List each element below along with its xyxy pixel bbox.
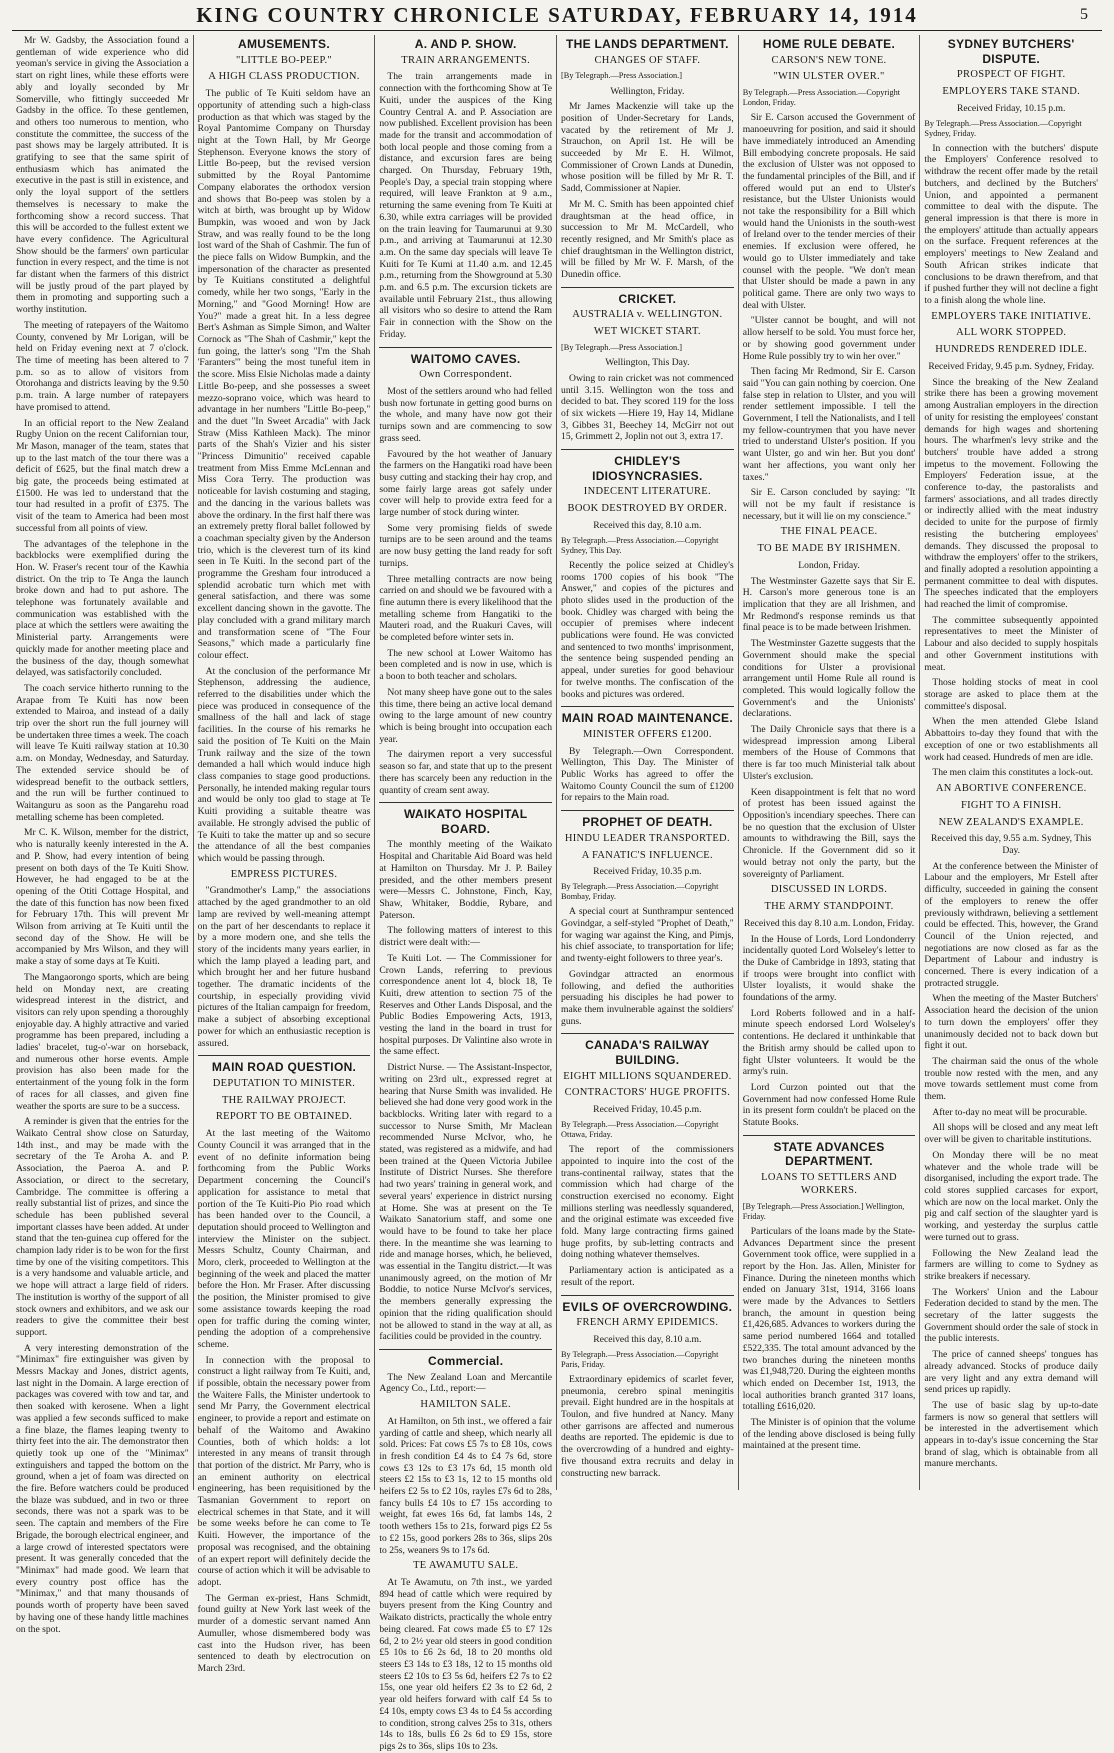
article-byline: By Telegraph.—Press Association.—Copyright Sydney, This Day.	[561, 535, 719, 555]
article-paragraph: The Workers' Union and the Labour Federation decided to stand by the men. The secretary of the latter suggests the Government should order the sale of stock in the public interests.	[924, 1286, 1099, 1345]
article-columns	[12, 35, 1102, 1752]
article-paragraph: Owing to rain cricket was not commenced until 3.15. Wellington won the toss and decided to bat. They scored 119 for the loss of six wickets —Hiere 19, Hay 14, Midlane 3, Gibbes 31, Beechey 14, McGirr not out 15, Grimmett 2, Joplin not out 3, extra 17.	[561, 372, 734, 443]
article-paragraph: Extraordinary epidemics of scarlet fever, pneumonia, cerebro spinal meningitis prevail. Eight hundred are in the hospitals at Toulon, and five hundred at Nancy. Many other garrisons are affected and numerous deaths are reported. The epidemic is due to the overcrowding of a hundred and eighty-five thousand extra recruits and delay in constructing new barrack.	[561, 1373, 734, 1479]
article-byline: By Telegraph.—Press Association.—Copyright Sydney, Friday.	[924, 118, 1082, 138]
article-headline: EVILS OF OVERCROWDING.	[561, 1295, 734, 1315]
article-subheading: THE ARMY STANDPOINT.	[764, 901, 894, 913]
article-paragraph: The advantages of the telephone in the backblocks were exemplified during the Hon. W. Fraser's recent tour of the Kawhia district. On the trip to Te Anga the launch broke down and had to put ashore. The telephone was fortunately available and communication was established with the place at which the settlers were awaiting the Ministerial party. Arrangements were quickly made for another meeting place and the business of the day, though somewhat delayed, was satisfactorily concluded.	[16, 538, 189, 679]
article-dateline: Received Friday, 10.15 p.m.	[957, 102, 1066, 114]
article-paragraph: In connection with the butchers' dispute the Employers' Conference resolved to withdraw the recent offer made by the retail butchers, and declined by the Butchers' Union, and appointed a permanent committee to deal with the dispute. The general impression is that there is more in the employers' attitude than actually appears on the surface. Frequent references at the employers' meetings to New Zealand and South African strikes indicate that conclusions to be drawn therefrom, and that if pushed further they will not decline a fight to a finish along the whole line.	[924, 142, 1099, 306]
article-byline: By Telegraph.—Press Association.—Copyright Ottawa, Friday.	[561, 1119, 719, 1139]
article-paragraph: Favoured by the hot weather of January the farmers on the Hangatiki road have been busy cutting and stacking their hay crop, and some fairly large areas got safely under cover will help to provide extra feed for a large number of stock during winter.	[379, 448, 553, 519]
article-paragraph: Since the breaking of the New Zealand strike there has been a growing movement among Australian employers in the direction of unity for resisting the employees' constant demands for high wages and shortening hours. The wharfmen's levy strike and the butchers' trouble have added a strong impetus to the movement. Following the Employers' Federation issue, at the conference to-day, the pastoralists and farmers' associations, and all trades directly or indirectly allied with the meat industry decided to unite for the purpose of firmly resisting the butchering employees' demands. They discussed the proposal to withdraw the employers' offer to the strikers, and finally adopted a resolution appointing a permanent committee to deal with disputes. The speeches indicated that the employers had reached the limit of compromise.	[924, 376, 1099, 611]
article-paragraph: Those holding stocks of meat in cool storage are asked to place them at the committee's disposal.	[924, 677, 1099, 712]
article-paragraph: "Grandmother's Lamp," the associations attached by the aged grandmother to an old lamp are revived by well-meaning attempt on the part of her descendants to replace it by a more modern one, and she tells the story of the incidents many years earlier, in which the lamp played a leading part, and which brought her and her future husband together. The dramatic incidents of the courtship, in especially providing vivid pictures of the Italian campaign for freedom, make a subject of absorbing exceptional power for which an enthusiastic reception is assured.	[197, 885, 371, 1049]
article-paragraph: Sir E. Carson concluded by saying: "It will not be my fault if resistance is necessary, but it will lie on my conscience."	[742, 487, 916, 522]
article-dateline: Wellington, This Day.	[605, 357, 690, 369]
article-paragraph: Recently the police seized at Chidley's rooms 1700 copies of his book "The Answer," and copies of the pictures and photo slides used in the production of the book. Chidley was charged with being the occupier of premises where indecent publications were found. He was convicted and sentenced to two months' imprisonment, the sentence being suspended pending an appeal, under sureties for good behaviour for twelve months. The confiscation of the books and pictures was ordered.	[561, 559, 734, 700]
article-paragraph: Mr W. Gadsby, the Association found a gentleman of wide experience who did yeoman's service in giving the Association a start on right lines, while these efforts were ably and loyally seconded by Mr Somerville, who fittingly succeeded Mr Gadsby in the office. To these gentlemen, and others too numerous to mention, who constitute the committee, the success of the past shows may be largely attributed. It is gratifying to see that the same spirit of enthusiasm which has animated the executive in the past is still in existence, and only the loyal support of the settlers themselves is necessary to make the forthcoming show a record success. That this will be accorded to the fullest extent we have every confidence. The Agricultural Show should be the farmers' own particular function in every respect, and the time is not far distant when the farmers of this district will be justly proud of the part played by them in promoting and supporting such a worthy institution.	[16, 35, 189, 316]
article-subheading: DISCUSSED IN LORDS.	[770, 884, 888, 896]
article-subheading: WET WICKET START.	[593, 326, 701, 338]
article-subheading: Own Correspondent.	[419, 369, 513, 381]
article-byline: By Telegraph.—Press Association.—Copyright Paris, Friday.	[561, 1349, 719, 1369]
article-subheading: PROSPECT OF FIGHT.	[956, 69, 1066, 81]
article-subheading: EMPRESS PICTURES.	[230, 868, 338, 880]
column-4	[557, 35, 739, 1490]
article-paragraph: The price of canned sheeps' tongues has already advanced. Stocks of produce daily are very light and any extra demand will send prices up rapidly.	[924, 1349, 1099, 1396]
article-subheading: THE FINAL PEACE.	[780, 526, 878, 538]
article-paragraph: Sir E. Carson accused the Government of manoeuvring for position, and said it should have immediately introduced an Amending Bill embodying concrete proposals. He said the exclusion of Ulster was not opposed to the fundamental principles of the Bill, and if offered would put an end to Ulster's resistance, but the Ulster Unionists would not take the responsibility for a Bill which would hand the Unionists in the south-west of Ireland over to the tender mercies of their enemies. If exclusion were offered, he would go to Ulster immediately and take counsel with the people. "We don't mean that Ulster should be made a pawn in any political game. There are only two ways to deal with Ulster.	[742, 112, 916, 311]
article-subheading: BOOK DESTROYED BY ORDER.	[567, 503, 728, 515]
article-paragraph: The committee subsequently appointed representatives to meet the Minister of Labour and also decided to supply hospitals and other Government institutions with meat.	[924, 614, 1099, 673]
article-paragraph: At Hamilton, on 5th inst., we offered a fair yarding of cattle and sheep, which nearly all sold. Prices: Fat cows £5 7s to £8 10s, cows in fresh condition £4 4s to £4 7s 6d, store cows £3 12s to £3 17s 6d, 15 month old steers £2 15s to £3 1s, 12 to 15 months old heifers £2 5s to £2 10s, rayles £7s 6d to 28s, fancy bulls £4 10s to £7 15s according to weight, fat ewes 16s 6d, fat lambs 14s, 2 tooth wethers 15s to 21s, forward pigs £2 5s to £2 15s, good porkers 28s to 36s, slips 20s to 25s, weaners 9s to 17s 6d.	[379, 1415, 553, 1556]
article-subheading: A FANATIC'S INFLUENCE.	[581, 849, 713, 861]
article-paragraph: The meeting of ratepayers of the Waitomo County, convened by Mr Lorigan, will be held on Friday evening next at 7 o'clock. The time of meeting has been altered to 7 p.m. so as to allow of visitors from Otorohanga and districts leaving by the 9.50 p.m. train. A large number of ratepayers have promised to attend.	[16, 319, 189, 413]
article-subheading: A HIGH CLASS PRODUCTION.	[208, 71, 360, 83]
column-5	[739, 35, 921, 1490]
article-headline: HOME RULE DEBATE.	[762, 37, 896, 51]
article-paragraph: A special court at Sunthrampur sentenced Govindgar, a self-styled "Prophet of Death," for waging war against the King, and Pimjs, his chief associate, to transportation for life; and twenty-eight followers to three year's.	[561, 906, 734, 965]
article-paragraph: Te Kuiti Lot. — The Commissioner for Crown Lands, referring to previous correspondence anent lot 4, block 18, Te Kuiti, drew attention to section 75 of the Reserves and Other Lands Disposal, and the Public Bodies Empowering Acts, 1913, vesting the land in the board in trust for hospital purposes. Dr Valintine also wrote in the same effect.	[379, 952, 553, 1058]
article-paragraph: In an official report to the New Zealand Rugby Union on the recent Californian tour, Mr Mason, manager of the team, states that up to the last match of the tour there was a deficit of £625, but the final match drew a big gate, the proceeds being estimated at £1500. He was led to understand that the tour had resulted in a profit of £375. The visit of the team to America had been most successful from all points of view.	[16, 417, 189, 534]
article-subheading: FRENCH ARMY EPIDEMICS.	[576, 1317, 719, 1329]
article-paragraph: The Daily Chronicle says that there is a widespread impression among Liberal members of the House of Commons that there is far too much Ministerial talk about Ulster's exclusion.	[742, 724, 916, 782]
article-headline: CANADA'S RAILWAY BUILDING.	[561, 1033, 734, 1067]
article-dateline: Received this day, 8.10 a.m.	[593, 1333, 702, 1345]
article-paragraph: Three metalling contracts are now being carried on and should we be favoured with a fine autumn there is every likelihood that the metalling scheme from Hangatiki to the Mauteri road, and the Ruakuri Caves, will be completed before winter sets in.	[379, 573, 553, 644]
article-paragraph: At Te Awamutu, on 7th inst., we yarded 894 head of cattle which were required by buyers present from the King Country and Waikato districts, practically the whole entry being cleared. Fat cows made £5 to £7 12s 6d, 2 to 2½ year old steers in good condition £5 10s to £6 2s 6d, 18 to 20 months old steers £3 14s to £3 18s, 12 to 15 months old steers £2 10s to £3 5s 6d, heifers £2 7s to £2 15s, one year old heifers £2 3s to £2 6d, 2 year old heifers forward with calf £4 5s to £4 10s, empty cows £3 4s to £4 5s according to condition, strong calves 25s to 31s, others 14s to 18s, bulls £6 2s 6d to £9 15s, store pigs 2s to 36s, slips 10s to 23s.	[379, 1577, 553, 1752]
article-paragraph: Particulars of the loans made by the State-Advances Department since the present Government took office, were supplied in a report by the Hon. Jas. Allen, Minister for Finance. During the nineteen months which ended on January 31st, 1914, 3166 loans were made by the Advances to Settlers branch, the amount in question being £1,426,685. Advances to workers during the same period numbered 1664 and totalled £522,335. The total amount advanced by the two branches during the nineteen months was £1,948,720. During the eighteen months which ended on December 1st, 1913, the local authorities branch granted 317 loans, totalling £616,020.	[742, 1225, 916, 1413]
article-paragraph: When the meeting of the Master Butchers' Association heard the decision of the union to turn down the employers' offer they unanimously decided not to back down but fight it out.	[924, 993, 1099, 1052]
article-paragraph: The Mangaorongo sports, which are being held on Monday next, are creating widespread interest in the district, and visitors can rely upon spending a thoroughly enjoyable day. A highly attractive and varied programme has been prepared, including a ladies' bracelet, tug-o'-war on horseback, and numerous other horse events. Ample provision has also been made for the entertainment of the young folk in the form of races for all classes, and given fine weather the sports are sure to be a success.	[16, 971, 189, 1112]
article-paragraph: Some very promising fields of swede turnips are to be seen around and the teams are now busy getting the land ready for soft turnips.	[379, 522, 553, 569]
article-paragraph: When the men attended Glebe Island Abbattoirs to-day they found that with the exception of one or two establishments all work had ceased. Hundreds of men are idle.	[924, 716, 1099, 763]
article-dateline: Received this day, 8.10 a.m.	[593, 519, 702, 531]
article-paragraph: Most of the settlers around who had felled bush now fortunate in getting good burns on the whole, and many have now got their turnips sown and are commencing to sow grass seed.	[379, 386, 553, 444]
masthead	[12, 0, 1102, 31]
article-paragraph: Mr James Mackenzie will take up the position of Under-Secretary for Lands, vacated by the retirement of Mr J. Strauchon, on April 1st. He will be succeeded by Mr E. H. Wilmot, Commissioner of Crown Lands at Dunedin, whose position will be filled by Mr R. T. Sadd, Commissioner at Napier.	[561, 101, 734, 195]
article-subheading: TRAIN ARRANGEMENTS.	[401, 54, 531, 66]
article-paragraph: Following the New Zealand lead the farmers are willing to come to Sydney as strike breakers if necessary.	[924, 1247, 1099, 1282]
article-subheading: "WIN ULSTER OVER."	[773, 71, 885, 83]
article-subheading: AUSTRALIA v. WELLINGTON.	[572, 309, 723, 321]
article-dateline: Received this day, 9.55 a.m. Sydney, This Day.	[931, 833, 1092, 856]
article-byline: [By Telegraph.—Press Association.] Wellington, Friday.	[742, 1201, 905, 1221]
article-paragraph: The monthly meeting of the Waikato Hospital and Charitable Aid Board was held at Hamilton on Thursday. Mr J. P. Bailey presided, and the other members present were—Messrs C. Johnstone, Finch, Kay, Shaw, Whitaker, Boddie, Rybare, and Paterson.	[379, 839, 553, 921]
article-subheading: "LITTLE BO-PEEP."	[236, 54, 332, 66]
article-byline: [By Telegraph.—Press Association.]	[561, 71, 682, 81]
article-subheading: CHANGES OF STAFF.	[594, 54, 701, 66]
article-byline: By Telegraph.—Press Association.—Copyright London, Friday.	[742, 88, 901, 108]
article-headline: PROPHET OF DEATH.	[561, 810, 734, 830]
article-paragraph: Parliamentary action is anticipated as a result of the report.	[561, 1265, 734, 1288]
article-subheading: HINDU LEADER TRANSPORTED.	[564, 832, 730, 844]
article-paragraph: On Monday there will be no meat whatever and the whole trade will be disorganised, including the export trade. The cold stores supplied carcases for export, which are now on the local market. Only the pig and calf section of the slaughter yard is working, and yesterday the surplus cattle were turned out to grass.	[924, 1149, 1099, 1243]
article-paragraph: After to-day no meat will be procurable.	[932, 1106, 1088, 1118]
article-paragraph: In the House of Lords, Lord Londonderry incidentally quoted Lord Wolseley's letter to the Duke of Cambridge in 1893, stating that if troops were brought into conflict with Ulster loyalists, it would shake the foundations of the army.	[742, 933, 916, 1004]
article-subheading: TE AWAMUTU SALE.	[413, 1560, 519, 1572]
article-paragraph: The report of the commissioners appointed to inquire into the cost of the trans-continental railway, states that the commission which had charge of the construction exercised no economy. Eight millions sterling was needlessly squandered, and the original estimate was exceeded five fold. Many large contracting firms gained huge profits, by sub-letting contracts and doing nothing whatever themselves.	[561, 1144, 734, 1261]
article-paragraph: The coach service hitherto running to the Arapae from Te Kuiti has now been extended to Mairoa, and instead of a daily trip over the short run the full journey will be undertaken three times a week. The coach will leave Te Kuiti railway station at 10.30 a.m. on Monday, Wednesday, and Saturday. The extended service should be of widespread benefit to the outback settlers, and the run will be further continued to Waitanguru as soon as the Pangarehu road metalling scheme has been completed.	[16, 682, 189, 823]
article-paragraph: The men claim this constitutes a lock-out.	[932, 767, 1094, 779]
article-paragraph: The dairymen report a very successful season so far, and state that up to the present there has scarcely been any reduction in the quantity of cream sent away.	[379, 749, 553, 796]
page-number: 5	[1080, 6, 1088, 23]
article-paragraph: A very interesting demonstration of the "Minimax" fire extinguisher was given by Messrs Mackay and Jones, district agents, last night in the Domain. A large erection of packages was covered with tow and tar, and then soaked with kerosene. When a light was applied a few seconds sufficed to make a fine blaze, the flames leaping twenty to thirty feet into the air. The demonstrator then quietly took up one of the "Minimax" extinguishers and tapped the bottom on the ground, when a jet of foam was directed on the fire. Before watchers could be produced the blaze was subdued, and in two or three seconds, there was not a spark was to be seen. The captain and members of the Fire Brigade, the borough electrical engineer, and a large crowd of interested spectators were present. It was generally conceded that the "Minimax" had made good. We learn that every country post office has the "Minimax," and that many thousands of pounds worth of property have been saved by having one of these handy little machines on the spot.	[16, 1342, 189, 1635]
column-3	[375, 35, 557, 1752]
article-paragraph: Keen disappointment is felt that no word of protest has been issued against the Opposition's incendiary speeches. There can be no question that the exclusion of Ulster amounts to withdrawing the Bill, says the Chronicle. If the Government did so it would betray not only the party, but the sovereignty of Parliament.	[742, 786, 916, 880]
article-dateline: Received Friday, 9.45 p.m. Sydney, Friday.	[928, 361, 1095, 372]
article-paragraph: The New Zealand Loan and Mercantile Agency Co., Ltd., report:—	[379, 1371, 553, 1395]
article-subheading: HAMILTON SALE.	[420, 1399, 511, 1411]
article-headline: MAIN ROAD QUESTION.	[198, 1055, 371, 1075]
article-subheading: TO BE MADE BY IRISHMEN.	[757, 543, 901, 555]
article-subheading: THE RAILWAY PROJECT.	[221, 1094, 347, 1106]
article-headline: CRICKET.	[561, 287, 734, 307]
article-paragraph: Govindgar attracted an enormous following, and defied the authorities persuading his disciples he had power to make them invulnerable against the soldiers' guns.	[561, 968, 734, 1027]
article-paragraph: Not many sheep have gone out to the sales this time, there being an active local demand owing to the large amount of new country which is being brought into occupation each year.	[379, 686, 553, 745]
article-paragraph: Then facing Mr Redmond, Sir E. Carson said "You can gain nothing by coercion. One false step in relation to Ulster, and you will render settlement impossible. I tell the Government, I tell the Nationalists, and I tell my fellow-countrymen that you have never tried to understand Ulster's position. If you want Ulster, go and win her. But you dont' want her affections, you want only her taxes."	[742, 366, 916, 483]
article-subheading: EMPLOYERS TAKE INITIATIVE.	[931, 310, 1092, 322]
article-headline: STATE ADVANCES DEPARTMENT.	[743, 1135, 916, 1169]
article-subheading: ALL WORK STOPPED.	[956, 327, 1067, 339]
article-paragraph: The Westminster Gazette suggests that the Government should make the special conditions for Ulster a provisional arrangement until Home Rule all round is completed. This would logically follow the Government's and the Unionists' declarations.	[742, 638, 916, 720]
article-paragraph: The Minister is of opinion that the volume of the lending above disclosed is being fully maintained at the present time.	[742, 1417, 916, 1452]
article-paragraph: The new school at Lower Waitomo has been completed and is now in use, which is a boon to both teacher and scholars.	[379, 647, 553, 683]
article-paragraph: All shops will be closed and any meat left over will be given to charitable institutions.	[924, 1122, 1099, 1146]
article-paragraph: Mr C. K. Wilson, member for the district, who is naturally keenly interested in the A. and P. Show, had every intention of being present on both days of the Te Kuiti Show. However, he had engaged to be at the opening of the Otiti Cottage Hospital, and the date of this function has now been fixed for February 17th. This will prevent Mr Wilson from arriving at Te Kuiti until the second day of the Show. He will be accompanied by Mrs Wilson, and they will make a stay of some days at Te Kuiti.	[16, 827, 189, 968]
article-paragraph: Mr M. C. Smith has been appointed chief draughtsman at the head office, in succession to Mr M. McCardell, who recently resigned, and Mr Smith's place as chief draughtsman in the Wellington district, will be filled by Mr W. F. Marsh, of the Dunedin office.	[561, 198, 734, 281]
article-subheading: DEPUTATION TO MINISTER.	[212, 1077, 356, 1089]
article-subheading: INDECENT LITERATURE.	[583, 486, 711, 498]
article-headline: Commercial.	[379, 1349, 552, 1369]
article-dateline: Received Friday, 10.45 p.m.	[593, 1104, 702, 1116]
article-paragraph: The train arrangements made in connection with the forthcoming Show at Te Kuiti, under the auspices of the King Country Central A. and P. Association are now published. Excellent provision has been made for the transit and accommodation of both local people and those coming from a distance, and excursion fares are being charged. On Thursday, February 19th, People's Day, a special train stopping where required, will leave Frankton at 9 a.m., returning the same evening from Te Kuiti at 6.30, while extra carriages will be provided on the train leaving for Taumarunui at 9.30 p.m., and arriving at Taumarunui at 12.30 a.m. On the same day specials will leave Te Kuiti for Te Kumi at 11.40 a.m. and 12.45 p.m., returning from the Showground at 5.30 p.m. and 6.5 p.m. The excursion tickets are available until February 21st., thus allowing all visitors who so desire to attend the Ram Fair in connection with the Show on the Friday.	[379, 71, 553, 340]
article-byline: [By Telegraph.—Press Association.]	[561, 343, 682, 352]
article-paragraph: District Nurse. — The Assistant-Inspector, writing on 23rd ult., expressed regret at hearing that Nurse Smith was invalided. He believed she had done very good work in the backblocks. Writing later with regard to a successor to Nurse Smith, Mr Maclean recommended Nurse McIvor, who, he stated, was registered as a midwife, and had been trained at the Queen Victoria Jubilee Institute of District Nurses. She therefore had two years' training in general work, and several years' experience in district nursing at Home. She was at present on the Te Waikato Sanatorium staff, and some one would have to be found to take her place there. In the meantime she was learning to ride and manage horses, which, he believed, was essential in the Tangitu district.—It was unanimously agreed, on the motion of Mr Boddie, to notice Nurse McIvor's services, the members generally expressing the opinion that the riding qualification should not be allowed to stand in the way at all, as facilities could be provided in the country.	[379, 1062, 553, 1343]
article-paragraph: The use of basic slag by up-to-date farmers is now so general that settlers will be interested in the advertisement which appears in to-day's issue concerning the Star brand of slag, which is obtainable from all manure merchants.	[924, 1399, 1099, 1470]
column-6	[920, 35, 1102, 1490]
article-headline: AMUSEMENTS.	[238, 37, 330, 51]
article-dateline: Received this day 8.10 a.m. London, Friday.	[743, 917, 915, 929]
article-paragraph: A reminder is given that the entries for the Waikato Central show close on Saturday, 14th inst., and may be made with the secretary of the Te Aroha A. and P. Association, the Paeroa A. and P. Association, or direct to the secretary, Cambridge. The committee is offering a really substantial list of prizes, and since the schedule has been published several important classes have been added. At under stand that the ten-guinea cup offered for the champion lady rider is to be won for the first time by one of the visiting competitors. This is a very handsome and valuable article, and we hope will attract a large field of riders. The institution is worthy of the support of all stock owners and exhibitors, and we ask our readers to give the committee their best support.	[16, 1116, 189, 1338]
article-headline: A. AND P. SHOW.	[414, 37, 517, 51]
article-subheading: MINISTER OFFERS £1200.	[582, 728, 712, 740]
article-paragraph: The chairman said the onus of the whole trouble now rested with the men, and any move towards settlement must come from them.	[924, 1055, 1099, 1103]
article-headline: WAIKATO HOSPITAL BOARD.	[379, 802, 552, 836]
article-paragraph: Lord Curzon pointed out that the Government had now confessed Home Rule in its present form couldn't be placed on the Statute Books.	[742, 1081, 916, 1129]
article-paragraph: The Westminster Gazette says that Sir E. H. Carson's more generous tone is an implication that they are all Irishmen, and Mr Redmond's response reminds us that final peace is to be made between Irishmen.	[742, 575, 916, 634]
article-subheading: EIGHT MILLIONS SQUANDERED.	[563, 1070, 732, 1082]
column-2	[194, 35, 376, 1674]
article-dateline: London, Friday.	[798, 559, 860, 571]
article-headline: WAITOMO CAVES.	[379, 347, 552, 367]
article-subheading: EMPLOYERS TAKE STAND.	[942, 86, 1081, 98]
article-subheading: HUNDREDS RENDERED IDLE.	[935, 344, 1088, 356]
article-subheading: AN ABORTIVE CONFERENCE.	[935, 782, 1087, 794]
article-paragraph: At the conference between the Minister of Labour and the employers, Mr Estell after difficulty, succeeded in gaining the consent of the employers to renew the offer previously withdrawn, believing a settlement could be effected. This, however, the Grand Council of the Union rejected, and negotiations are now closed as far as the Department of Labour and industry is concerned. There is every indication of a protracted struggle.	[924, 860, 1099, 989]
newspaper-title: KING COUNTRY CHRONICLE SATURDAY, FEBRUARY 14, 1914	[196, 2, 918, 27]
article-headline: SYDNEY BUTCHERS' DISPUTE.	[947, 37, 1075, 66]
article-subheading: REPORT TO BE OBTAINED.	[215, 1111, 353, 1123]
article-paragraph: In connection with the proposal to construct a light railway from Te Kuiti, and, if possible, obtain the necessary power from the Waitere Falls, the Minister undertook to send Mr Parry, the Government electrical engineer, to provide a report and estimate on behalf of the Waitomo and Awakino Counties, both of which holds: a lot interested in any means of transit through that portion of the district. Mr Parry, who is an eminent authority on electrical engineering, has been requisitioned by the Tasmanian Government to report on electrical schemes in that State, and it will be some weeks before he can come to Te Kuiti. However, the importance of the proposal was recognised, and the obtaining of an expert report will definitely decide the course of action which it will be advisable to adopt.	[197, 1354, 371, 1588]
article-headline: CHIDLEY'S IDIOSYNCRASIES.	[561, 449, 734, 483]
column-1	[12, 35, 194, 1635]
article-paragraph: Lord Roberts followed and in a half-minute speech endorsed Lord Wolseley's contentions. He declared it unthinkable that the British army should be called upon to fight Ulster volunteers. It would be the army's ruin.	[742, 1007, 916, 1078]
article-subheading: CARSON'S NEW TONE.	[771, 54, 887, 66]
article-paragraph: The following matters of interest to this district were dealt with:—	[379, 925, 553, 949]
article-headline: THE LANDS DEPARTMENT.	[565, 37, 729, 51]
article-paragraph: The German ex-priest, Hans Schmidt, found guilty at New York last week of the murder of a domestic servant named Ann Aumuller, whose dismembered body was cast into the Hudson river, has been sentenced to death by electrocution on March 23rd.	[197, 1592, 371, 1674]
article-paragraph: The public of Te Kuiti seldom have an opportunity of attending such a high-class production as that which was staged by the Royal Pantomime Company on Thursday night at the Town Hall, by Mr George Stephenson. Everyone knows the story of Little Bo-peep, but the revised version submitted by the Royal Pantomime Company elaborates the orthodox version and shows that Bo-peep was stolen by a witch at birth, was brought up by Widow Bumpkin, was wooed and won by Jack Straw, and was really found to be the long lost ward of the Shah of Cashmir. The fun of the piece falls on Widow Bumpkin, and the impersonation of the character as presented by Te Kuitians constituted a delightful comedy, while her two songs, "Early in the Morning," and "Good Morning! How are You?" made a great hit. In a less degree Bert's Ashman as Simple Simon, and Walter Cornock as "The Shah of Cashmir," kept the fun going, the latter's song "I'm the Shah 'Faranters'" being the most tuneful item in the score. Miss Elsie Nicholas made a dainty Little Bo-peep, and she possesses a sweet mezzo-soprano voice, which was heard to advantage in her numbers "Little Bo-peep," and the duet "In Sweet Arcadia" with Jack Straw (Miss Kathleen Mack). The minor parts of the Shah's Vizier and his sister "Princess Dimunitio" received capable treatment from Miss Emme McLennan and Miss Cora Terry. The production was noticeable for lavish costuming and staging, and the dancing in the various ballets was above the ordinary. In the first half there was an extremely pretty floral ballet followed by a coachman specialty given by the Anderson trio, which is the cleverest turn of its kind seen in Te Kuiti. In the second part of the programme the Gresham four introduced a splendid acrobatic turn which met with general satisfaction, and there was some excellent dancing shown in the gavotte. The play concluded with a grand military march and transformation scene of "The Four Seasons," which made a particularly fine colour effect.	[197, 88, 371, 661]
article-subheading: LOANS TO SETTLERS AND WORKERS.	[761, 1172, 897, 1196]
article-headline: MAIN ROAD MAINTENANCE.	[561, 706, 734, 726]
article-paragraph: At the conclusion of the performance Mr Stephenson, addressing the audience, referred to the disabilities under which the piece was produced in consequence of the smallness of the hall and lack of stage facilities. In the course of his remarks he said the position of Te Kuiti on the Main Trunk railway and the size of the town demanded a hall which would induce high class companies to stage good productions. Personally, he intended making regular tours and would be only too glad to stage at Te Kuiti providing a suitable theatre was available. He strongly advised the public of Te Kuiti to take the matter up and so secure the attendance of all the best companies which would be passing through.	[197, 665, 371, 864]
article-paragraph: By Telegraph.—Own Correspondent. Wellington, This Day. The Minister of Public Works has agreed to offer the Waitomo County Council the sum of £1200 for repairs to the Main road.	[561, 745, 734, 804]
article-subheading: CONTRACTORS' HUGE PROFITS.	[564, 1087, 731, 1099]
article-subheading: FIGHT TO A FINISH.	[960, 799, 1062, 811]
article-paragraph: At the last meeting of the Waitomo County Council it was arranged that in the event of no definite information being forthcoming from the Public Works Department concerning the Council's application for assistance to metal that portion of the Te Kuiti-Pio Pio road which has been handed over to the Council, a deputation should proceed to Wellington and interview the Minister on the subject. Messrs Schultz, County Chairman, and Moro, clerk, proceeded to Wellington at the beginning of the week and placed the matter before the Hon. Mr Fraser. After discussing the position, the Minister promised to give some assistance towards keeping the road open for traffic during the coming winter, pending the adoption of a comprehensive scheme.	[197, 1128, 371, 1350]
article-dateline: Wellington, Friday.	[610, 85, 685, 97]
article-dateline: Received Friday, 10.35 p.m.	[593, 866, 702, 878]
article-byline: By Telegraph.—Press Association.—Copyright Bombay, Friday.	[561, 882, 719, 902]
article-subheading: NEW ZEALAND'S EXAMPLE.	[938, 816, 1084, 828]
article-paragraph: "Ulster cannot be bought, and will not allow herself to be sold. You must force her, or by showing good government under Home Rule possibly try to win her over."	[742, 315, 916, 362]
